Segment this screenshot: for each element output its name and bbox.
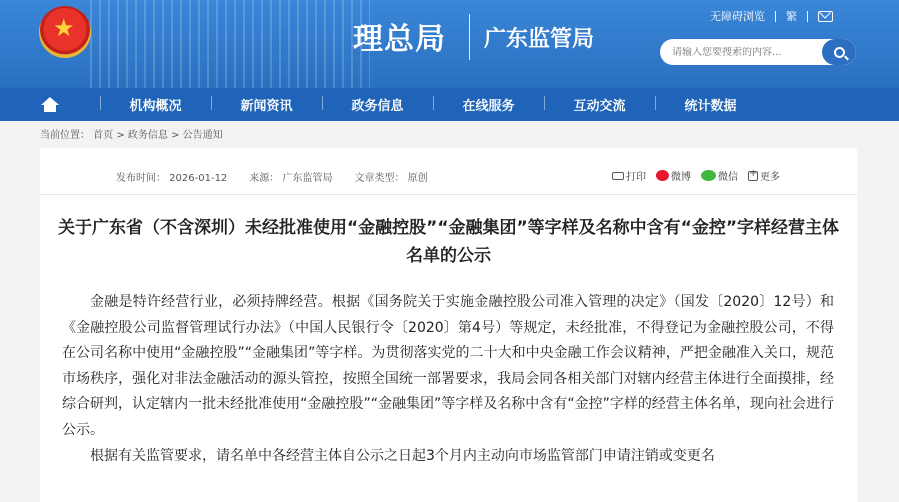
breadcrumb: 当前位置： 首页 > 政务信息 > 公告通知 xyxy=(40,130,223,141)
weibo-icon xyxy=(656,170,669,181)
nav-home[interactable] xyxy=(0,97,100,112)
link-separator xyxy=(807,11,808,22)
article-paragraph: 金融是特许经营行业，必须持牌经营。根据《国务院关于实施金融控股公司准入管理的决定》（国发〔2020〕12号）和《金融控股公司监督管理试行办法》（中国人民银行令〔2020〕第4号）等规定，未经批准，不得登记为金融控股公司，不得在公司名称中使用“金融控股”“金融集团”等字样。为贯彻落实党的二十大和中央金融工作会议精神，严把金融准入关口，规范市场秩序，强化对非法金融活动的源头管控，按照全国统一部署要求，我局会同各相关部门对辖内经营主体进行全面摸排，经综合研判，认定辖内一批未经批准使用“金融控股”“金融集团”等字样及名称中含有“金控”字样的经营主体名单，现向社会进行公示。 xyxy=(62,294,834,438)
mail-icon[interactable] xyxy=(818,11,833,22)
print-button[interactable] xyxy=(612,168,646,183)
search-button[interactable] xyxy=(822,39,856,65)
publish-time: 发布时间： 2026-01-12 xyxy=(116,173,228,184)
share-bar xyxy=(612,168,780,183)
header-background-art xyxy=(90,0,370,88)
article-body xyxy=(62,290,834,469)
national-emblem-icon: ★ xyxy=(39,6,91,58)
nav-item-about[interactable]: 机构概况 xyxy=(100,95,211,114)
wechat-label: 微信 xyxy=(718,172,738,183)
article-type: 文章类型： 原创 xyxy=(354,173,428,184)
article-panel xyxy=(40,148,857,502)
weibo-share-button[interactable] xyxy=(656,168,691,183)
nav-item-online-services[interactable]: 在线服务 xyxy=(433,95,544,114)
accessibility-link[interactable]: 无障碍浏览 xyxy=(710,10,765,23)
main-nav xyxy=(0,88,899,121)
search-icon xyxy=(834,47,845,58)
site-title-left: 理总局 xyxy=(353,22,446,57)
more-share-button[interactable] xyxy=(748,168,780,183)
nav-item-government-info[interactable]: 政务信息 xyxy=(322,95,433,114)
weibo-label: 微博 xyxy=(671,172,691,183)
home-icon xyxy=(41,97,59,112)
nav-item-news[interactable]: 新闻资讯 xyxy=(211,95,322,114)
link-separator xyxy=(775,11,776,22)
article-paragraph: 根据有关监管要求，请名单中各经营主体自公示之日起3个月内主动向市场监管部门申请注销或变更名 xyxy=(90,447,715,464)
article-source: 来源： 广东监管局 xyxy=(249,173,333,184)
print-icon xyxy=(612,172,624,180)
search-box xyxy=(660,39,856,65)
article-meta xyxy=(116,169,428,184)
site-header xyxy=(0,0,899,88)
title-divider xyxy=(469,14,470,60)
meta-divider xyxy=(40,194,857,195)
search-input[interactable] xyxy=(660,47,820,58)
top-links xyxy=(710,8,833,24)
print-label: 打印 xyxy=(626,172,646,183)
site-title-right[interactable]: 广东监管局 xyxy=(484,27,595,52)
article-title: 关于广东省（不含深圳）未经批准使用“金融控股”“金融集团”等字样及名称中含有“金控”字样经营主体名单的公示 xyxy=(57,218,840,266)
more-label: 更多 xyxy=(760,172,780,183)
traditional-chinese-link[interactable]: 繁 xyxy=(786,10,797,23)
wechat-icon xyxy=(701,170,716,181)
nav-item-statistics[interactable]: 统计数据 xyxy=(655,95,766,114)
more-icon xyxy=(748,171,758,181)
nav-item-interaction[interactable]: 互动交流 xyxy=(544,95,655,114)
wechat-share-button[interactable] xyxy=(701,168,738,183)
